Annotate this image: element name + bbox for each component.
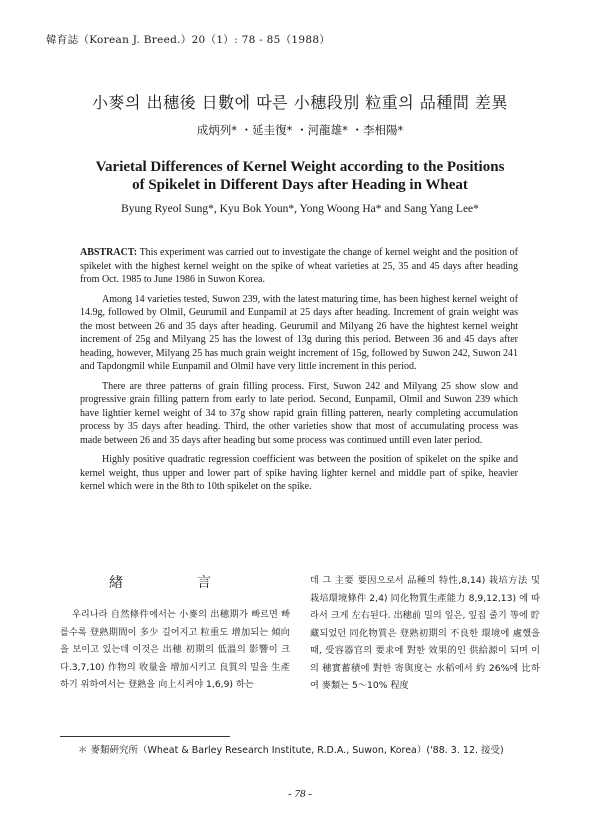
abstract-paragraph-3: There are three patterns of grain filling process. First, Suwon 242 and Milyang 25 show slow and progressive grain filling pattern from early to late period. Second, Eunpamil, Olmil and Suwon 239 which have lightier kernel weight of 34 to 37g show rapid grain filling patteren, nearly completing accumulation process by 35 days after heading. Third, the other varieties show that most of accumulating process was made between 26 and 35 days after heading but some process was continued untill even later period. xyxy=(80,380,518,446)
introduction-right-text: 데 그 主要 要因으로서 品種의 特性,8,14) 栽培方法 및 栽培環境條件 2,4) 同化物質生產能力 8,9,12,13) 에 따라서 크게 左右된다. 出穗前 밀의 잎은, 잎집 줄기 等에 貯藏되었던 同化物質은 登熟初期의 不良한 環境에 處했을 때, 受容器官의 要求에 對한 效果的인 供給源이 되며 이의 穗實蓄積에 對한 寄與度는 水稻에서 約 26%에 比하여 麥類는 5～10% 程度 xyxy=(310,575,540,691)
abstract-p1-text: This experiment was carried out to investigate the change of kernel weight and the position of spikelet with the highest kernel weight on the spike of wheat varieties at 25, 35 and 45 days after heading from Oct. 1985 to June 1986 in Suwon Korea. xyxy=(80,247,519,285)
english-title xyxy=(0,158,600,194)
abstract-paragraph-1 xyxy=(80,246,518,287)
english-authors: Byung Ryeol Sung*, Kyu Bok Youn*, Yong Woong Ha* and Sang Yang Lee* xyxy=(121,203,479,215)
korean-authors: 成炳列* ・延圭復* ・河龍雄* ・李相陽* xyxy=(196,123,404,137)
introduction-heading: 緖 言 xyxy=(109,575,241,591)
abstract xyxy=(80,246,518,500)
korean-title: 小麥의 出穗後 日數에 따른 小穗段別 粒重의 品種間 差異 xyxy=(92,93,508,112)
page-number: - 78 - xyxy=(288,788,312,800)
affiliation-footnote: ＊ 麥類硏究所（Wheat & Barley Research Institute, R.D.A., Suwon, Korea）('88. 3. 12. 接受) xyxy=(78,745,504,756)
journal-header: 韓育誌（Korean J. Breed.）20（1）: 78 - 85（1988） xyxy=(46,34,331,46)
abstract-paragraph-4: Highly positive quadratic regression coefficient was between the position of spikelet on the spike and kernel weight, thus upper and lower part of spike having lighter kernel and middle part of spike, heavier kernel which were in the 8th to 10th spikelet on the spike. xyxy=(80,454,518,492)
english-title-line1: Varietal Differences of Kernel Weight according to the Positions xyxy=(95,159,505,175)
introduction-right-column xyxy=(310,572,540,695)
abstract-paragraph-2: Among 14 varieties tested, Suwon 239, with the latest maturing time, has been highest kernel weight of 14.9g, followed by Olmil, Geurumil and Eunpamil at 25 days after heading. Increment of grain weight was the most between 26 and 35 days after heading. Geurumil and Milyang 26 have the hightest kernel weight increment of 25g and Milyang 25 has the lowest of 13g during this period. Between 36 and 45 days after heading, however, Milyang 25 has much grain weight increment of 15g, followed by Suwon 242, Suwon 241 and Tapdongmil while Eunpamil and Olmil have very little increment in this period. xyxy=(80,293,518,372)
footnote-rule xyxy=(60,736,230,737)
abstract-label: ABSTRACT: xyxy=(80,247,138,258)
introduction-left-column xyxy=(60,606,290,694)
introduction-left-text: 우리나라 自然條件에서는 小麥의 出穗期가 빠르면 빠를수록 登熟期間이 多少 길어지고 粒重도 增加되는 傾向을 보이고 있는데 이것은 出穗 初期의 低溫의 影響이 크다.3,7,10) 作物의 收量을 增加시키고 良質의 밀을 生產하기 위하여서는 登熟을 向上시켜야 1,6,9) 하는 xyxy=(60,609,290,690)
english-title-line2: of Spikelet in Different Days after Heading in Wheat xyxy=(132,177,468,193)
